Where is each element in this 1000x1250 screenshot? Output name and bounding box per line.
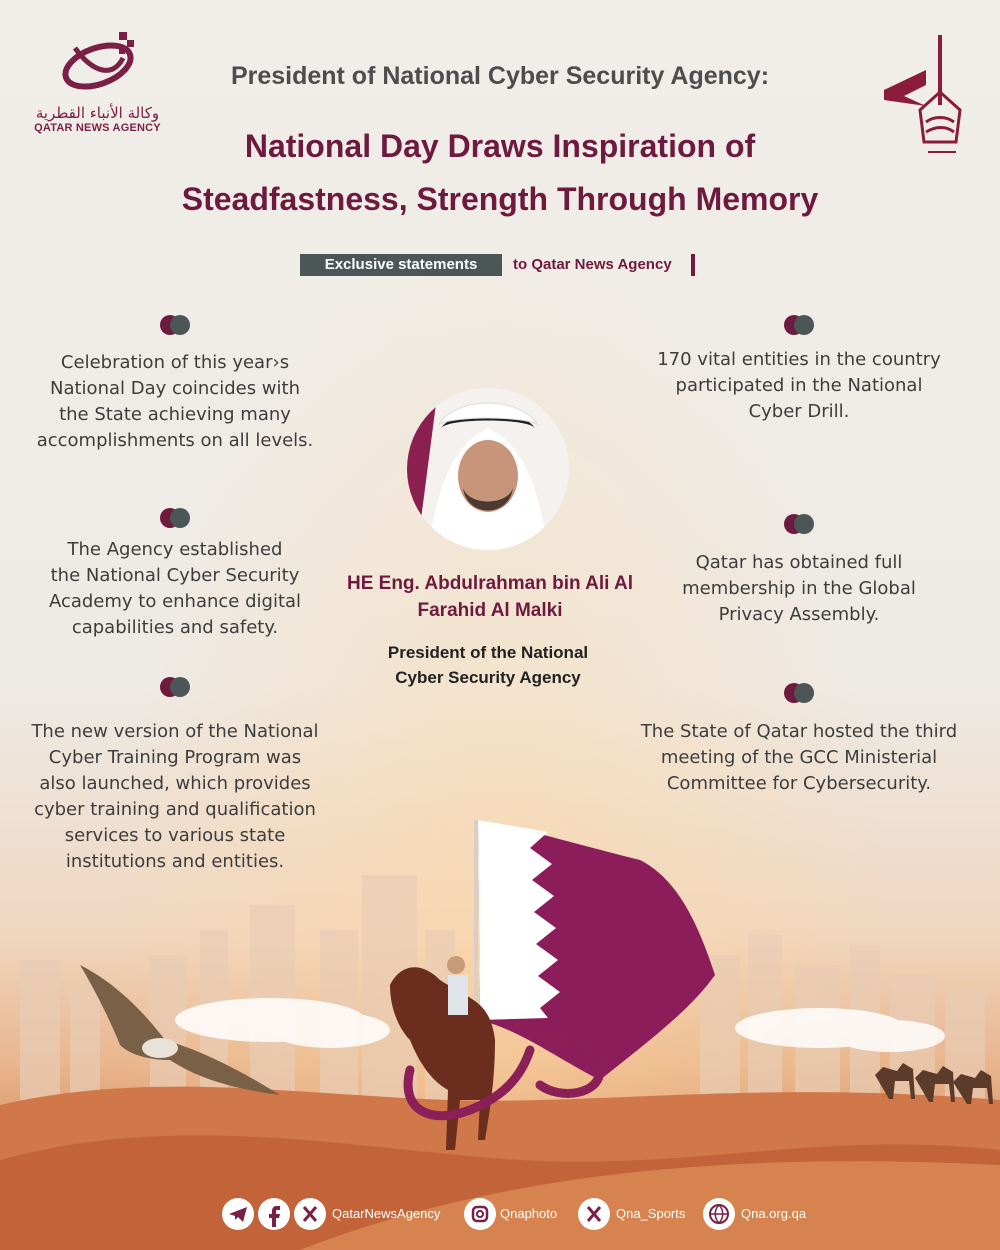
bullet-icon	[160, 508, 190, 528]
portrait-photo	[407, 388, 569, 550]
x-icon[interactable]	[578, 1198, 610, 1230]
handle-main[interactable]: QatarNewsAgency	[332, 1206, 441, 1221]
person-name-line: Farahid Al Malki	[417, 600, 563, 621]
point-line: meeting of the GCC Ministerial	[660, 747, 938, 768]
point-line: Cyber Drill.	[748, 401, 850, 422]
left-point-1	[20, 350, 330, 454]
point-line: 170 vital entities in the country	[657, 349, 941, 370]
headline-line-1: National Day Draws Inspiration of	[244, 128, 756, 164]
qna-logo	[20, 28, 175, 134]
social-footer	[0, 1190, 1000, 1240]
person-icon	[407, 388, 569, 550]
point-line: Academy to enhance digital	[48, 591, 302, 612]
national-day-emblem-icon	[876, 30, 976, 170]
bullet-icon	[784, 315, 814, 335]
point-line: Committee for Cybersecurity.	[666, 773, 932, 794]
globe-icon[interactable]	[703, 1198, 735, 1230]
point-line: Qatar has obtained full	[695, 552, 903, 573]
point-line: The new version of the National	[31, 721, 319, 742]
bullet-icon	[784, 683, 814, 703]
point-line: Cyber Training Program was	[48, 747, 302, 768]
website-link[interactable]: Qna.org.qa	[741, 1206, 807, 1221]
right-point-2	[640, 550, 958, 628]
point-line: the National Cyber Security	[50, 565, 300, 586]
tag-divider	[691, 254, 695, 276]
qna-arabic-name: وكالة الأنباء القطرية	[35, 104, 160, 122]
point-line: The Agency established	[67, 539, 283, 560]
point-line: services to various state	[64, 825, 286, 846]
header-kicker: President of National Cyber Security Agency:	[230, 62, 770, 90]
x-icon[interactable]	[294, 1198, 326, 1230]
point-line: National Day coincides with	[50, 378, 300, 399]
point-line: membership in the Global	[682, 578, 916, 599]
point-line: cyber training and qualification	[34, 799, 316, 820]
point-line: The State of Qatar hosted the third	[640, 721, 958, 742]
person-role	[348, 640, 628, 690]
right-point-3	[634, 719, 964, 797]
person-role-line: President of the National	[387, 643, 589, 662]
bullet-icon	[160, 677, 190, 697]
person-role-line: Cyber Security Agency	[395, 668, 581, 687]
headline-line-2: Steadfastness, Strength Through Memory	[181, 181, 819, 217]
bullet-icon	[160, 315, 190, 335]
qatar-flag-icon	[474, 820, 715, 1080]
point-line: also launched, which provides	[39, 773, 311, 794]
right-point-1	[640, 347, 958, 425]
qna-emblem-icon	[53, 28, 143, 98]
qna-english-name: QATAR NEWS AGENCY	[34, 122, 161, 134]
handle-instagram[interactable]: Qnaphoto	[500, 1206, 558, 1221]
left-point-3	[20, 719, 330, 875]
exclusive-tag: Exclusive statements	[300, 254, 502, 276]
point-line: accomplishments on all levels.	[36, 430, 314, 451]
point-line: capabilities and safety.	[71, 617, 279, 638]
handle-sports[interactable]: Qna_Sports	[616, 1206, 686, 1221]
point-line: participated in the National	[675, 375, 923, 396]
instagram-icon[interactable]	[464, 1198, 496, 1230]
point-line: institutions and entities.	[65, 851, 285, 872]
point-line: Celebration of this year›s	[60, 352, 290, 373]
facebook-icon[interactable]	[258, 1198, 290, 1230]
exclusive-tag-suffix: to Qatar News Agency	[513, 256, 672, 273]
left-point-2	[20, 537, 330, 641]
telegram-icon[interactable]	[222, 1198, 254, 1230]
point-line: Privacy Assembly.	[718, 604, 880, 625]
person-name-line: HE Eng. Abdulrahman bin Ali Al	[346, 573, 634, 594]
person-name	[330, 570, 650, 624]
point-line: the State achieving many	[59, 404, 291, 425]
bullet-icon	[784, 514, 814, 534]
